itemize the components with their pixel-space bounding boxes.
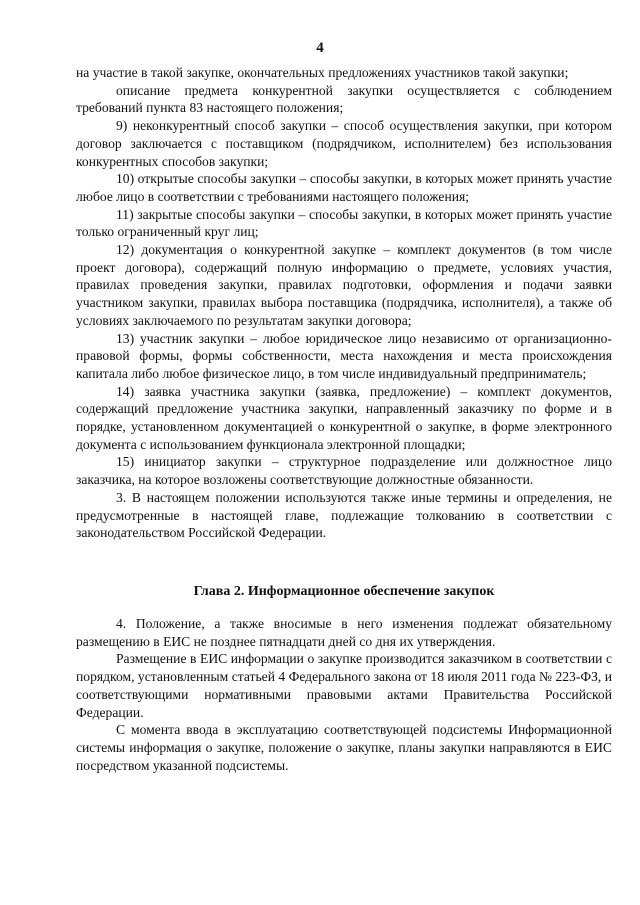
definition-13: 13) участник закупки – любое юридическое лицо независимо от организационно-правовой формы, формы собственности, места нахождения и места происхождения капитала либо любое физическое лицо, в том числе индивидуальный предприниматель;	[76, 330, 612, 381]
clause-4: 4. Положение, а также вносимые в него изменения подлежат обязательному размещению в ЕИС не позднее пятнадцати дней со дня их утверждения.	[76, 616, 612, 649]
definition-10: 10) открытые способы закупки – способы закупки, в которых может принять участие любое лицо в соответствии с требованиями настоящего положения;	[76, 171, 612, 204]
definition-11: 11) закрытые способы закупки – способы закупки, в которых может принять участие только ограниченный круг лиц;	[76, 206, 612, 240]
chapter-2-section	[76, 615, 612, 774]
page-number: 4	[316, 40, 324, 56]
chapter-title: Глава 2. Информационное обеспечение закупок	[193, 584, 495, 599]
definition-15: 15) инициатор закупки – структурное подразделение или должностное лицо заказчика, на которое возложены соответствующие должностные обязанности.	[76, 454, 612, 488]
paragraph-description-requirements: описание предмета конкурентной закупки осуществляется с соблюдением требований пункта 83 настоящего положения;	[76, 82, 612, 116]
paragraph-continuation: на участие в такой закупке, окончательных предложениях участников такой закупки;	[76, 65, 569, 80]
definition-9: 9) неконкурентный способ закупки – способ осуществления закупки, при котором договор заключается с поставщиком (подрядчиком, исполнителем) без использования конкурентных способов закупки;	[76, 118, 612, 169]
clause-3: 3. В настоящем положении используются также иные термины и определения, не предусмотренные в настоящей главе, подлежащие толкованию в соответствии с законодательством Российской Федерации.	[76, 489, 612, 541]
paragraph-placement: Размещение в ЕИС информации о закупке производится заказчиком в соответствии с порядком, установленным статьей 4 Федерального закона от 18 июля 2011 года № 223-ФЗ, и соответствующими нормативными правовыми актами Правительства Российской Федерации.	[76, 651, 612, 720]
definition-12: 12) документация о конкурентной закупке – комплект документов (в том числе проект договора), содержащий полную информацию о предмете, условиях участия, правилах проведения закупки, правилах подготовки, оформления и подачи заявки участником закупки, правилах выбора поставщика (подрядчика, исполнителя), а также об условиях заключаемого по результатам закупки договора;	[76, 242, 612, 328]
definitions-section	[76, 64, 612, 542]
definition-14: 14) заявка участника закупки (заявка, предложение) – комплект документов, содержащий предложение участника закупки, направленный заказчику по форме и в порядке, установленном документацией о конкурентной о закупке, в форме электронного документа с использованием функционала электронной площадки;	[76, 383, 612, 452]
paragraph-subsystem: С момента ввода в эксплуатацию соответствующей подсистемы Информационной системы информация о закупке, положение о закупке, планы закупки направляются в ЕИС посредством указанной подсистемы.	[76, 722, 612, 773]
